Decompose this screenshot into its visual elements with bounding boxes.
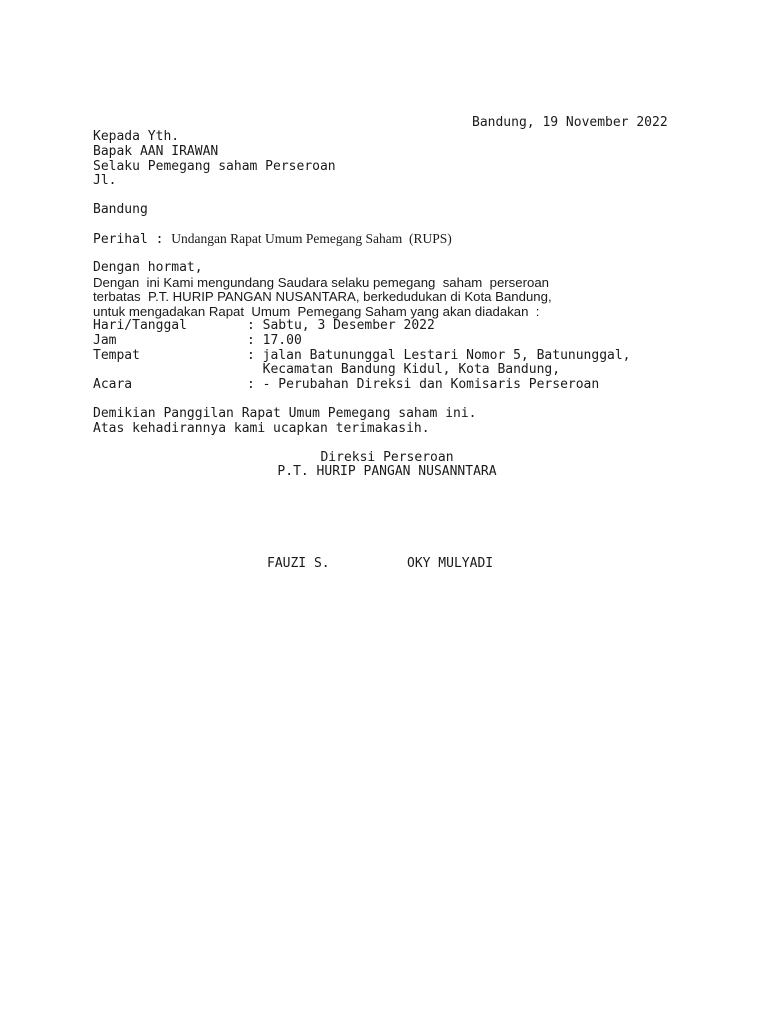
- recipient-street: Jl.: [93, 173, 117, 188]
- closing-line-1: Demikian Panggilan Rapat Umum Pemegang saham ini.: [93, 406, 477, 421]
- detail-row-place-cont: [93, 363, 560, 378]
- detail-row-date: [93, 319, 435, 334]
- salutation: Dengan hormat,: [93, 260, 203, 275]
- detail-label: Tempat: [93, 348, 140, 363]
- detail-value: : 17.00: [247, 333, 302, 348]
- detail-row-agenda: [93, 378, 599, 393]
- signer-2: OKY MULYADI: [407, 556, 494, 571]
- detail-value: : Sabtu, 3 Desember 2022: [247, 318, 435, 333]
- subject-label: Perihal: [93, 232, 148, 247]
- detail-label: Jam: [93, 333, 117, 348]
- date-line: Bandung, 19 November 2022: [472, 115, 668, 130]
- detail-row-time: [93, 334, 302, 349]
- detail-value: Kecamatan Bandung Kidul, Kota Bandung,: [247, 362, 561, 377]
- detail-label: Hari/Tanggal: [93, 318, 187, 333]
- closing-line-2: Atas kehadirannya kami ucapkan terimakasih.: [93, 421, 430, 436]
- subject-line: [93, 232, 452, 248]
- detail-value: : - Perubahan Direksi dan Komisaris Perseroan: [247, 377, 600, 392]
- subject-separator: :: [147, 232, 172, 247]
- signature-title: Direksi Perseroan: [320, 450, 454, 465]
- detail-label: Acara: [93, 377, 133, 392]
- body-line-3: untuk mengadakan Rapat Umum Pemegang Saham yang akan diadakan :: [93, 304, 540, 319]
- recipient-role: Selaku Pemegang saham Perseroan: [93, 159, 336, 174]
- body-line-2: terbatas P.T. HURIP PANGAN NUSANTARA, berkedudukan di Kota Bandung,: [93, 289, 552, 304]
- detail-value: : jalan Batununggal Lestari Nomor 5, Batununggal,: [247, 348, 631, 363]
- recipient-city: Bandung: [93, 202, 148, 217]
- recipient-name: Bapak AAN IRAWAN: [93, 144, 219, 159]
- signer-1: FAUZI S.: [267, 556, 330, 571]
- recipient-greeting: Kepada Yth.: [93, 129, 180, 144]
- subject-value: Undangan Rapat Umum Pemegang Saham (RUPS): [171, 231, 452, 246]
- body-line-1: Dengan ini Kami mengundang Saudara selaku pemegang saham perseroan: [93, 275, 549, 290]
- signature-company: P.T. HURIP PANGAN NUSANNTARA: [277, 464, 497, 479]
